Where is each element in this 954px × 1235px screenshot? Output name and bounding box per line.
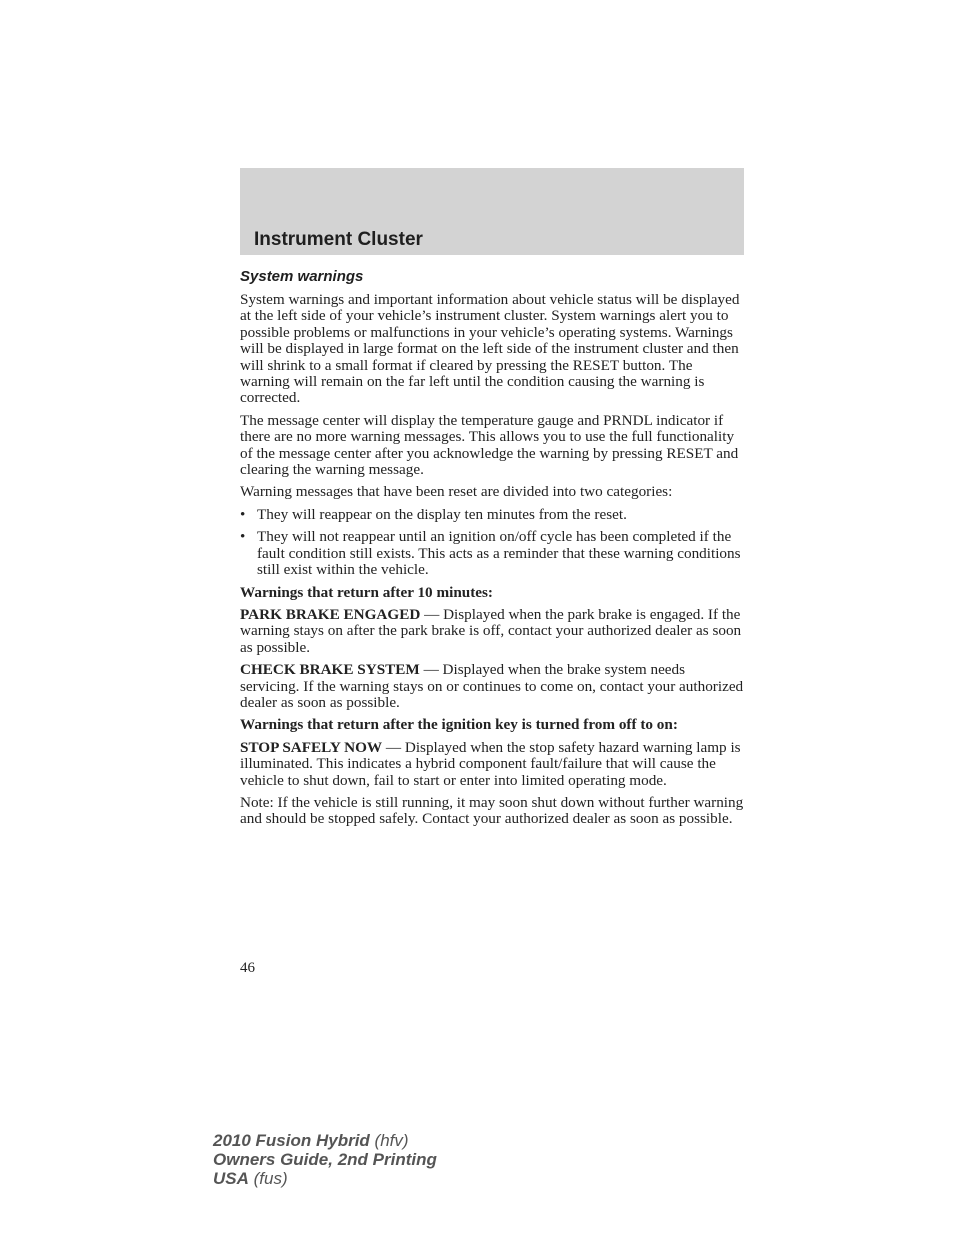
paragraph: Warning messages that have been reset are divided into two categories: [240, 483, 673, 501]
warning-term: STOP SAFELY NOW [240, 738, 383, 756]
section-title: Instrument Cluster [254, 229, 423, 250]
paragraph: The message center will display the temperature gauge and PRNDL indicator if there are no more warning messages. This allows you to use the full functionality of the message center after you acknowledge the warning by pressing RESET and clearing the warning message. [240, 411, 739, 479]
footer-guide-edition: Owners Guide, 2nd Printing [213, 1150, 437, 1169]
bullet-list [240, 507, 744, 579]
footer-market: USA [213, 1169, 249, 1188]
warning-description: — Displayed when the stop safety hazard warning lamp is illuminated. This indicates a hybrid component fault/failure that will cause the vehicle to shut down, fail to start or enter into limited operating mode. [240, 738, 741, 789]
paragraph: System warnings and important information about vehicle status will be displayed at the left side of your vehicle’s instrument cluster. System warnings alert you to possible problems or malfunctions in your vehicle’s operating systems. Warnings will be displayed in large format on the left side of the instrument cluster and then will shrink to a small format if cleared by pressing the RESET button. The warning will remain on the far left until the condition causing the warning is corrected. [240, 291, 740, 407]
footer-model-code: (hfv) [369, 1131, 409, 1150]
group-heading: Warnings that return after 10 minutes: [240, 583, 493, 601]
warning-term: PARK BRAKE ENGAGED [240, 605, 421, 623]
warning-description: — Displayed when the park brake is engaged. If the warning stays on after the park brake is off, contact your authorized dealer as soon as possible. [240, 605, 742, 656]
page-number: 46 [240, 960, 255, 976]
bullet-glyph: • [240, 505, 246, 523]
group-heading: Warnings that return after the ignition key is turned from off to on: [240, 716, 678, 734]
footer-publication-info [213, 1131, 437, 1188]
warning-entry [240, 607, 744, 656]
footer-line [213, 1131, 437, 1150]
list-item-text: They will not reappear until an ignition on/off cycle has been completed if the fault condition still exists. This acts as a reminder that these warning conditions still exist within the vehicle. [257, 528, 741, 579]
footer-model: 2010 Fusion Hybrid [213, 1131, 370, 1150]
warning-entry [240, 740, 744, 789]
warning-term: CHECK BRAKE SYSTEM [240, 661, 420, 679]
list-item [240, 529, 744, 578]
note-paragraph: Note: If the vehicle is still running, it may soon shut down without further warning and should be stopped safely. Contact your authorized dealer as soon as possible. [240, 793, 744, 828]
page-content [240, 266, 744, 834]
warning-entry [240, 662, 744, 711]
warning-description: — Displayed when the brake system needs servicing. If the warning stays on or continues to come on, contact your authorized dealer as soon as possible. [240, 661, 744, 711]
footer-market-code: (fus) [248, 1169, 288, 1188]
section-header-band [240, 168, 744, 255]
bullet-glyph: • [240, 528, 246, 546]
list-item-text: They will reappear on the display ten minutes from the reset. [257, 505, 627, 523]
footer-line [213, 1169, 437, 1188]
subsection-heading: System warnings [240, 268, 364, 285]
list-item [240, 507, 744, 523]
